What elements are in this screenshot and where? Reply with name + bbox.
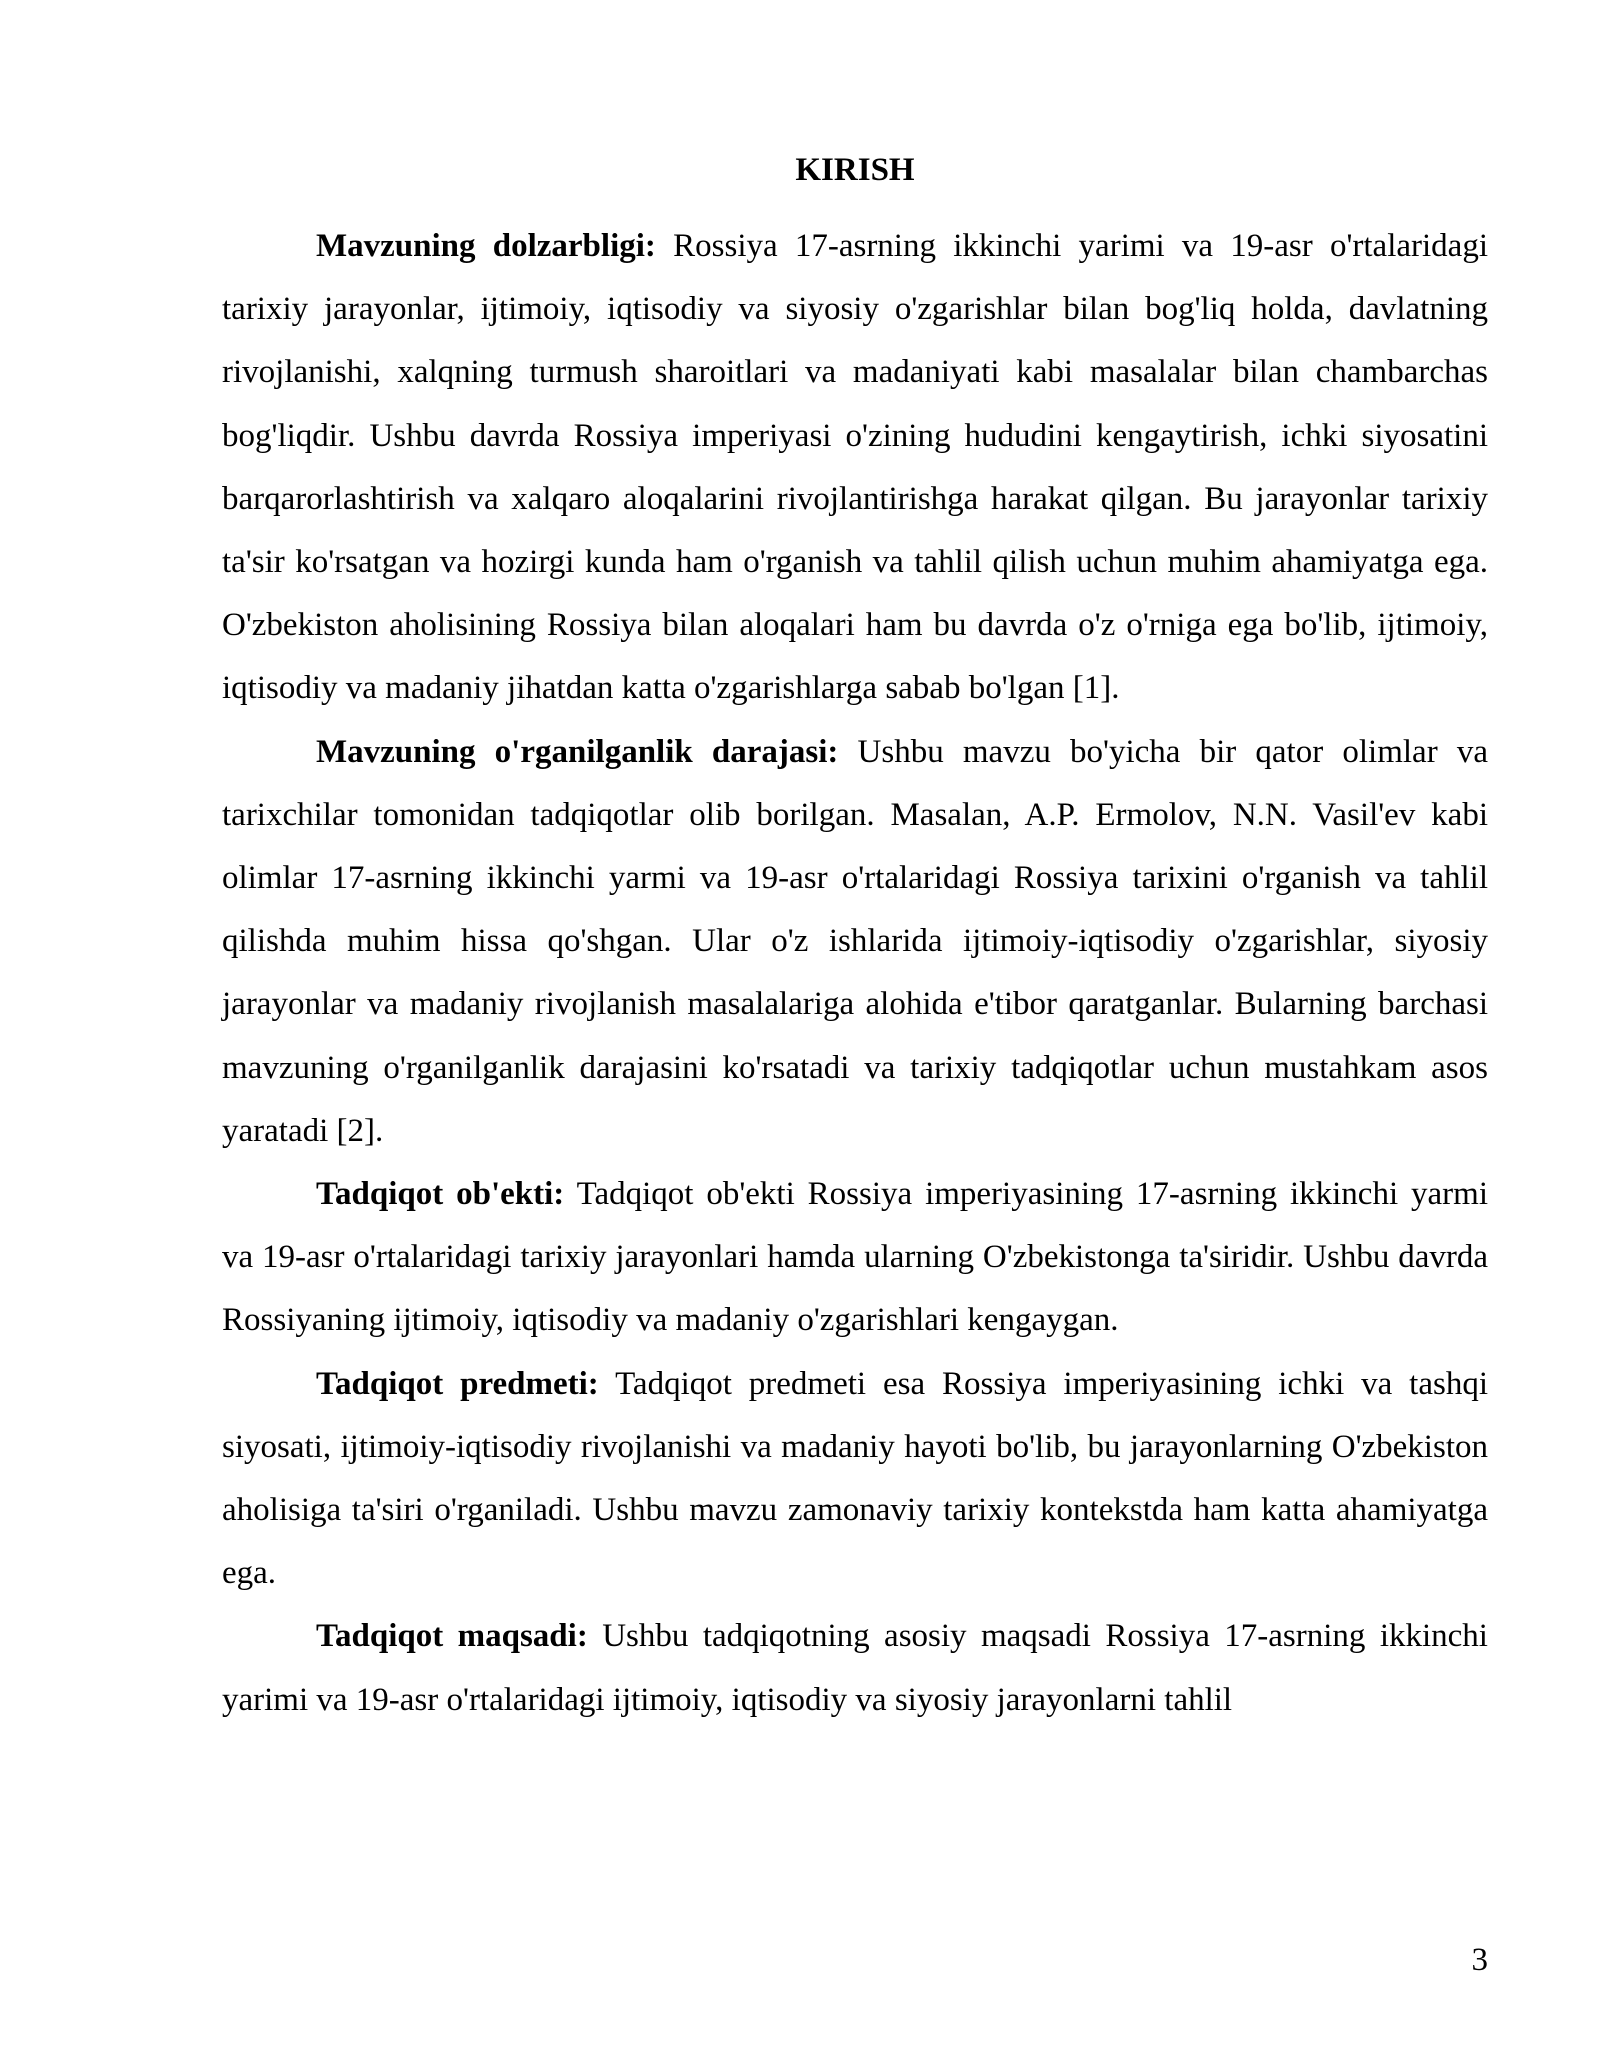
paragraph-lead: Mavzuning o'rganilganlik darajasi: xyxy=(316,733,839,770)
section-heading: KIRISH xyxy=(795,152,915,188)
paragraph-research-object xyxy=(222,1163,1488,1353)
paragraph-text: Ushbu mavzu bo'yicha bir qator olimlar va tarixchilar tomonidan tadqiqotlar olib borilgan. Masalan, A.P. Ermolov, N.N. Vasil'ev kabi olimlar 17-asrning ikkinchi yarmi va 19-asr o'rtalaridagi Rossiya tarixini o'rganish va tahlil qilishda muhim hissa qo'shgan. Ular o'z ishlarida ijtimoiy-iqtisodiy o'zgarishlar, siyosiy jarayonlar va madaniy rivojlanish masalalariga alohida e'tibor qaratganlar. Bularning barchasi mavzuning o'rganilganlik darajasini ko'rsatadi va tarixiy tadqiqotlar uchun mustahkam asos yaratadi [2]. xyxy=(222,733,1488,1149)
paragraph-lead: Tadqiqot predmeti: xyxy=(316,1365,599,1402)
paragraph-research-goal xyxy=(222,1605,1488,1731)
paragraph-lead: Tadqiqot maqsadi: xyxy=(316,1618,588,1655)
paragraph-relevance xyxy=(222,215,1488,721)
paragraph-study-level xyxy=(222,721,1488,1163)
paragraph-lead: Tadqiqot ob'ekti: xyxy=(316,1176,565,1213)
paragraph-text: Tadqiqot predmeti esa Rossiya imperiyasining ichki va tashqi siyosati, ijtimoiy-iqtisodiy rivojlanishi va madaniy hayoti bo'lib, bu jarayonlarning O'zbekiston aholisiga ta'siri o'rganiladi. Ushbu mavzu zamonaviy tarixiy kontekstda ham katta ahamiyatga ega. xyxy=(222,1365,1488,1592)
document-page xyxy=(222,148,1488,1732)
paragraph-text: Ushbu tadqiqotning asosiy maqsadi Rossiya 17-asrning ikkinchi yarimi va 19-asr o'rtalaridagi ijtimoiy, iqtisodiy va siyosiy jarayonlarni tahlil xyxy=(222,1618,1488,1718)
paragraph-lead: Mavzuning dolzarbligi: xyxy=(316,228,656,264)
page-number: 3 xyxy=(1471,1942,1488,1978)
paragraph-research-subject xyxy=(222,1353,1488,1606)
paragraph-text: Tadqiqot ob'ekti Rossiya imperiyasining 17-asrning ikkinchi yarmi va 19-asr o'rtalaridagi tarixiy jarayonlari hamda ularning O'zbekistonga ta'siridir. Ushbu davrda Rossiyaning ijtimoiy, iqtisodiy va madaniy o'zgarishlari kengaygan. xyxy=(222,1176,1488,1339)
paragraph-text: Rossiya 17-asrning ikkinchi yarimi va 19-asr o'rtalaridagi tarixiy jarayonlar, ijtimoiy, iqtisodiy va siyosiy o'zgarishlar bilan bog'liq holda, davlatning rivojlanishi, xalqning turmush sharoitlari va madaniyati kabi masalalar bilan chambarchas bog'liqdir. Ushbu davrda Rossiya imperiyasi o'zining hududini kengaytirish, ichki siyosatini barqarorlashtirish va xalqaro aloqalarini rivojlantirishga harakat qilgan. Bu jarayonlar tarixiy ta'sir ko'rsatgan va hozirgi kunda ham o'rganish va tahlil qilish uchun muhim ahamiyatga ega. O'zbekiston aholisining Rossiya bilan aloqalari ham bu davrda o'z o'rniga ega bo'lib, ijtimoiy, iqtisodiy va madaniy jihatdan katta o'zgarishlarga sabab bo'lgan [1]. xyxy=(222,228,1488,707)
